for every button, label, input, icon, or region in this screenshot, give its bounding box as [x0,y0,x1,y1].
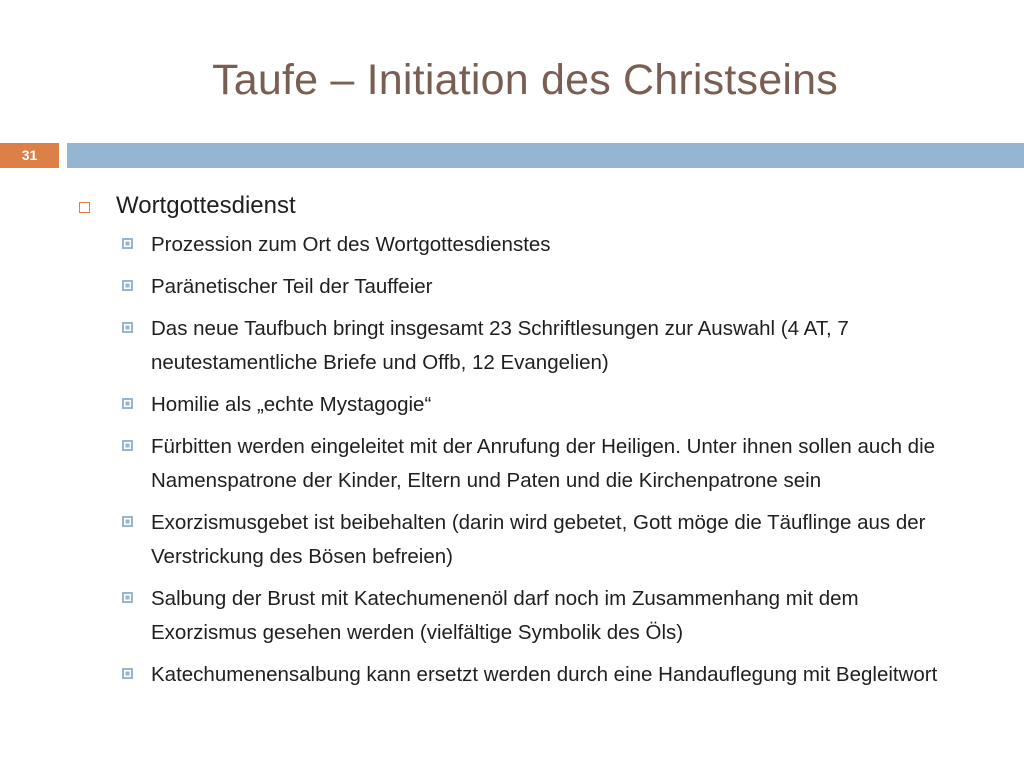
square-bullet-icon [122,398,133,409]
bullet-item [151,388,951,422]
bullet-heading-text: Wortgottesdienst [116,192,296,219]
square-bullet-icon [122,668,133,679]
header-accent-bar [67,143,1024,168]
bullet-item [151,228,951,262]
bullet-item [151,582,951,650]
square-bullet-icon [122,322,133,333]
square-bullet-icon [122,592,133,603]
bullet-text: Prozession zum Ort des Wortgottesdienstes [151,233,551,256]
bullet-item [151,506,951,574]
square-bullet-icon [122,280,133,291]
bullet-text: Homilie als „echte Mystagogie“ [151,393,432,416]
square-bullet-icon [122,440,133,451]
bullet-item [151,430,951,498]
square-bullet-icon [122,238,133,249]
slide-number-badge: 31 [0,143,59,168]
bullet-text: Exorzismusgebet ist beibehalten (darin wird gebetet, Gott möge die Täuflinge aus der Verstrickung des Bösen befreien) [151,511,926,568]
slide-content [0,188,1024,700]
bullet-item [151,312,951,380]
bullet-text: Salbung der Brust mit Katechumenenöl darf noch im Zusammenhang mit dem Exorzismus gesehen werden (vielfältige Symbolik des Öls) [151,587,859,644]
bullet-text: Das neue Taufbuch bringt insgesamt 23 Schriftlesungen zur Auswahl (4 AT, 7 neutestamentliche Briefe und Offb, 12 Evangelien) [151,317,849,374]
bullet-item [151,658,951,692]
slide-title: Taufe – Initiation des Christseins [212,56,838,104]
square-bullet-icon [122,516,133,527]
hollow-square-bullet-icon [79,202,90,213]
bullet-item [151,270,951,304]
bullet-level1 [116,188,1024,224]
bullet-text: Katechumenensalbung kann ersetzt werden durch eine Handauflegung mit Begleitwort [151,663,938,686]
bullet-text: Paränetischer Teil der Tauffeier [151,275,433,298]
bullet-text: Fürbitten werden eingeleitet mit der Anrufung der Heiligen. Unter ihnen sollen auch die Namenspatrone der Kinder, Eltern und Paten und die Kirchenpatrone sein [151,435,936,492]
